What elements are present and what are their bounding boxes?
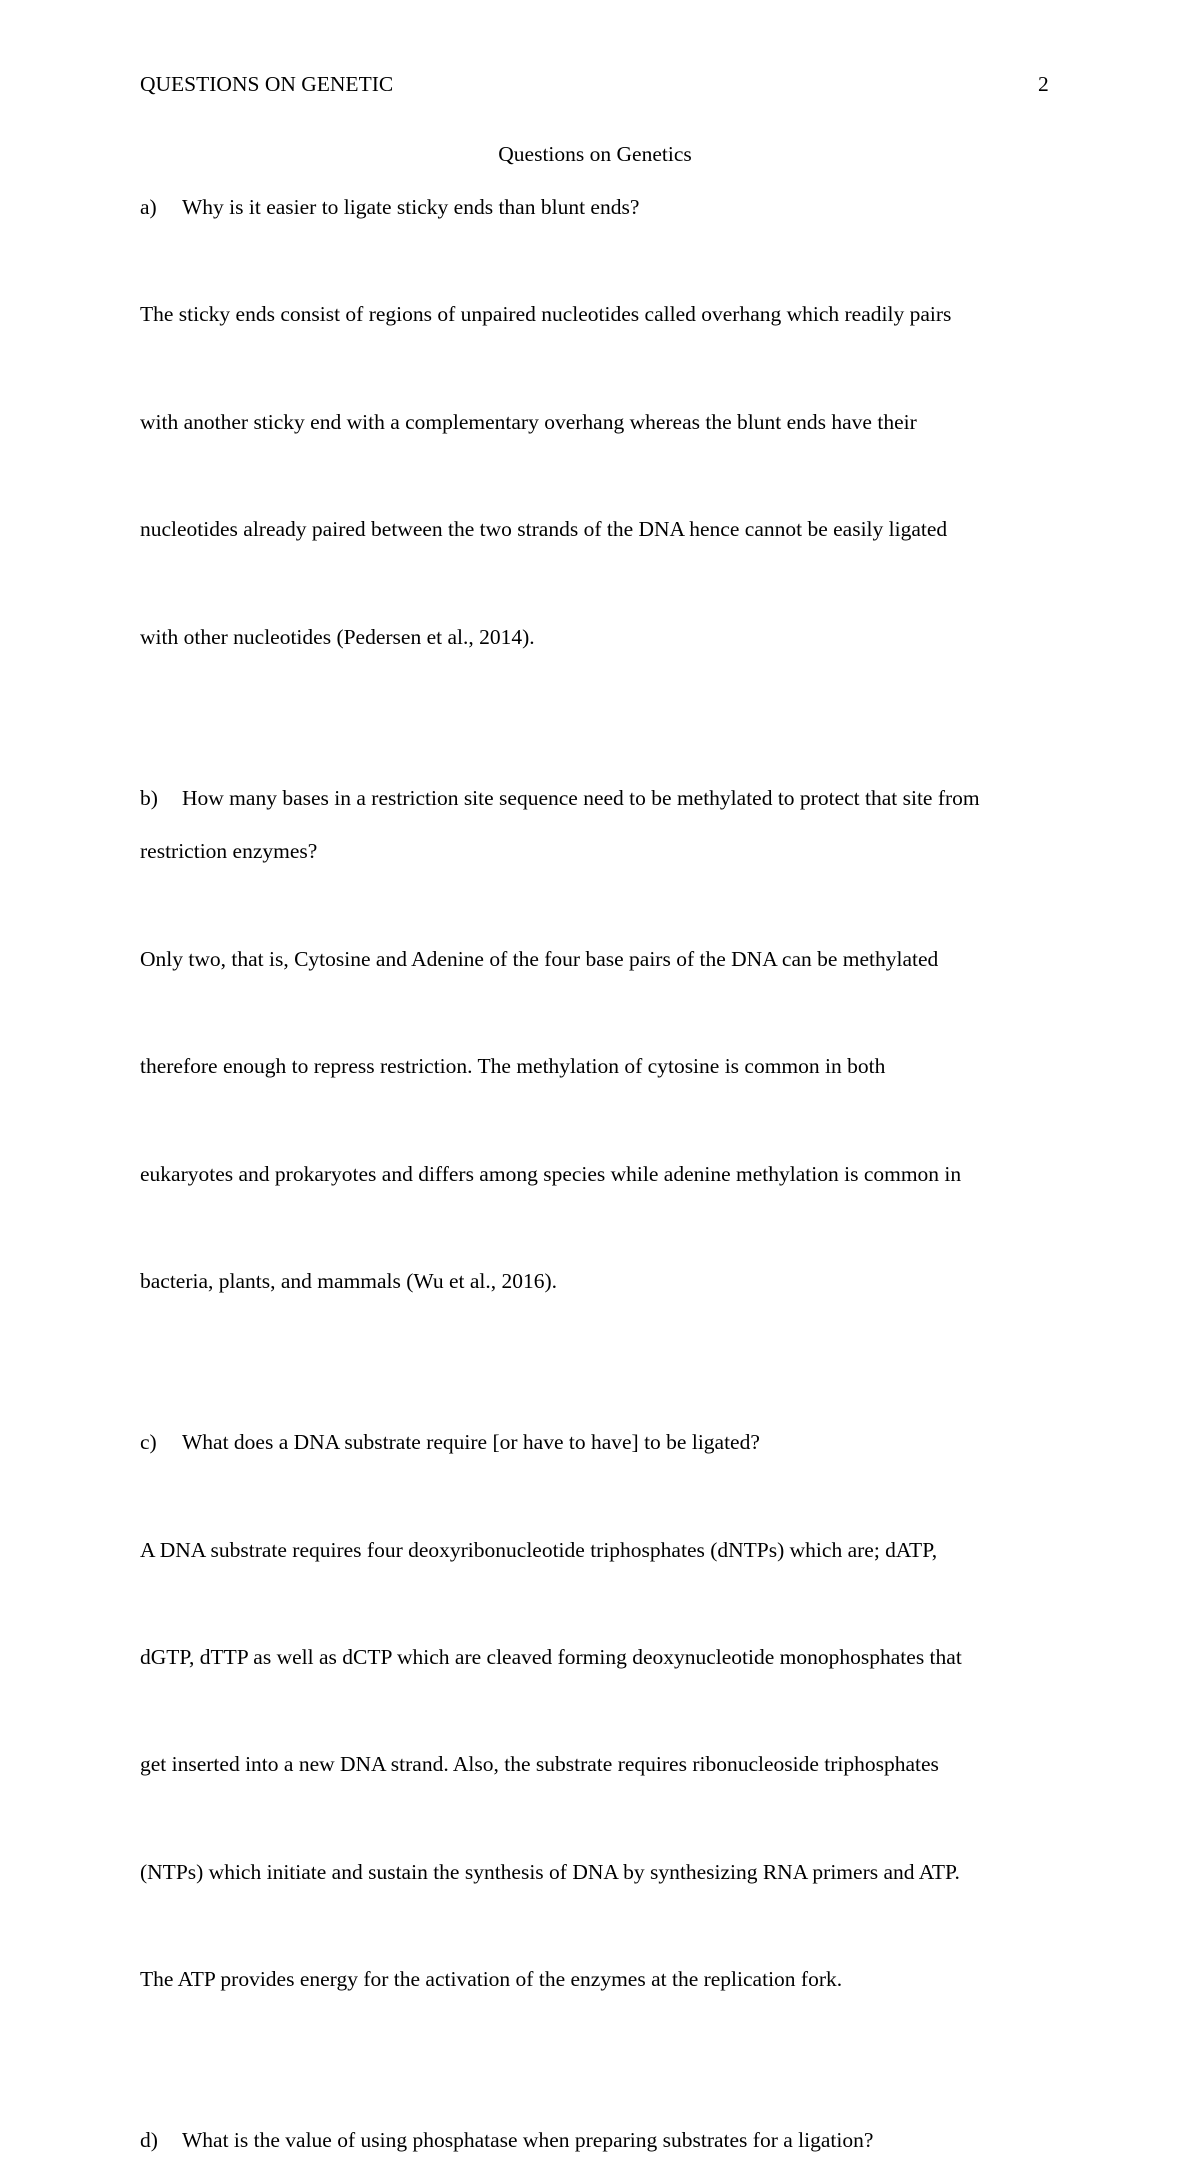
- question-text: Why is it easier to ligate sticky ends than blunt ends?: [182, 195, 640, 219]
- question-section-d: [140, 2114, 1055, 2168]
- answer-line: A DNA substrate requires four deoxyribonucleotide triphosphates (dNTPs) which are; dATP,: [140, 1537, 938, 1562]
- running-head: QUESTIONS ON GENETIC: [140, 72, 394, 96]
- question-c: [140, 1416, 1055, 1470]
- answer-line: Only two, that is, Cytosine and Adenine of the four base pairs of the DNA can be methylated: [140, 946, 939, 971]
- answer-line: get inserted into a new DNA strand. Also, the substrate requires ribonucleoside triphosphates: [140, 1752, 939, 1777]
- question-marker: a): [140, 195, 157, 219]
- question-section-a: [140, 181, 1055, 718]
- question-section-c: [140, 1416, 1055, 2060]
- question-section-b: [140, 772, 1055, 1363]
- answer-line: dGTP, dTTP as well as dCTP which are cleaved forming deoxynucleotide monophosphates that: [140, 1644, 962, 1669]
- answer-line: therefore enough to repress restriction. The methylation of cytosine is common in both: [140, 1054, 886, 1079]
- answer-a: [140, 235, 1055, 718]
- question-d: [140, 2114, 1055, 2168]
- answer-line: The ATP provides energy for the activation of the enzymes at the replication fork.: [140, 1967, 843, 1992]
- document-title: Questions on Genetics: [498, 142, 692, 166]
- question-marker: c): [140, 1430, 157, 1455]
- paragraph-spacer: [140, 2061, 1055, 2115]
- question-b-continuation: restriction enzymes?: [140, 839, 318, 864]
- answer-line: eukaryotes and prokaryotes and differs among species while adenine methylation is common in: [140, 1161, 962, 1186]
- question-a: [140, 181, 1055, 235]
- answer-c: [140, 1470, 1055, 2061]
- question-text: How many bases in a restriction site sequence need to be methylated to protect that site from: [182, 785, 980, 810]
- answer-line: with another sticky end with a complementary overhang whereas the blunt ends have their: [140, 409, 917, 434]
- paragraph-spacer: [140, 1362, 1055, 1416]
- answer-line: nucleotides already paired between the two strands of the DNA hence cannot be easily ligated: [140, 517, 948, 542]
- page-number: 2: [1038, 72, 1049, 96]
- question-text: What is the value of using phosphatase when preparing substrates for a ligation?: [182, 2128, 874, 2153]
- answer-line: with other nucleotides (Pedersen et al., 2014).: [140, 624, 535, 649]
- answer-b: [140, 879, 1055, 1362]
- question-text: What does a DNA substrate require [or have to have] to be ligated?: [182, 1430, 760, 1455]
- question-marker: b): [140, 785, 158, 810]
- document-body: [140, 181, 1055, 2168]
- answer-line: (NTPs) which initiate and sustain the synthesis of DNA by synthesizing RNA primers and ATP.: [140, 1859, 960, 1884]
- paragraph-spacer: [140, 718, 1055, 772]
- answer-line: bacteria, plants, and mammals (Wu et al., 2016).: [140, 1269, 558, 1294]
- answer-line: The sticky ends consist of regions of unpaired nucleotides called overhang which readily pairs: [140, 302, 952, 327]
- question-marker: d): [140, 2128, 158, 2153]
- question-b: [140, 772, 1055, 826]
